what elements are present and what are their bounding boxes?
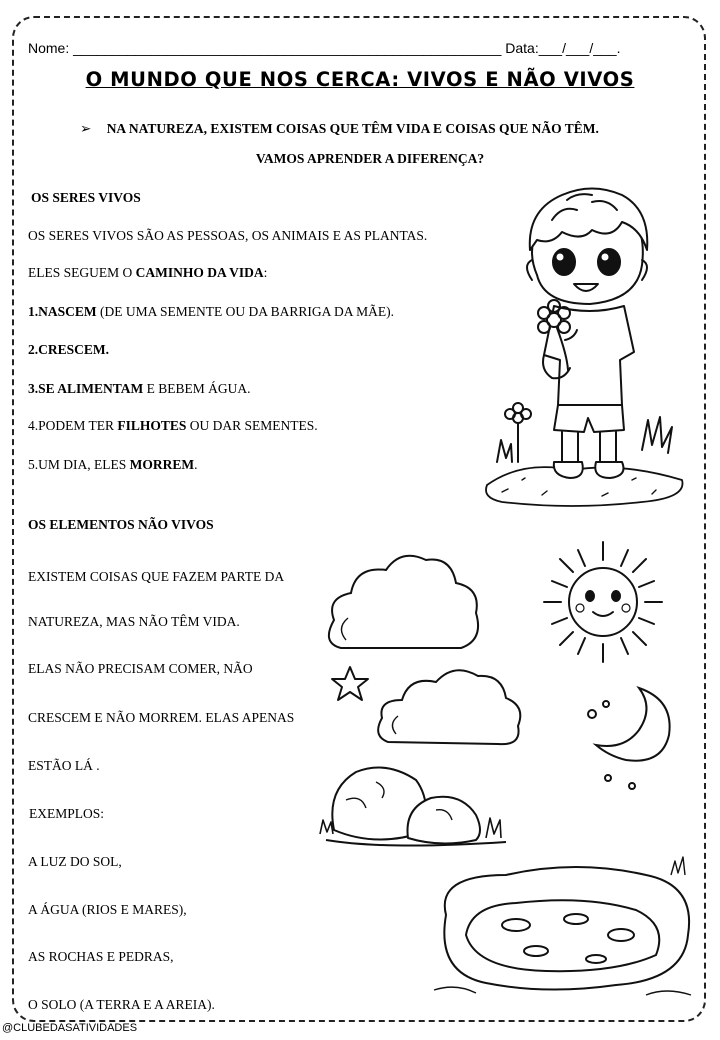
text-bold: CAMINHO DA VIDA <box>135 265 264 280</box>
examples-label: EXEMPLOS: <box>29 806 105 821</box>
step-4 <box>28 418 318 434</box>
arrow-bullet-icon: ➢ <box>80 121 92 137</box>
text-bold: FILHOTES <box>117 418 187 433</box>
pond-illustration <box>416 855 706 1005</box>
nao-vivos-line-3: ELAS NÃO PRECISAM COMER, NÃO <box>28 661 253 676</box>
footer-credit: @CLUBEDASATIVIDADES <box>2 1022 138 1034</box>
text-bold: 1.NASCEM <box>28 304 97 319</box>
nao-vivos-line-1: EXISTEM COISAS QUE FAZEM PARTE DA <box>28 569 285 584</box>
nao-vivos-line-2: NATUREZA, MAS NÃO TÊM VIDA. <box>28 614 240 629</box>
page-title: O MUNDO QUE NOS CERCA: VIVOS E NÃO VIVOS <box>85 68 635 91</box>
example-4: O SOLO (A TERRA E A AREIA). <box>28 997 215 1012</box>
nao-vivos-line-4: CRESCEM E NÃO MORREM. ELAS APENAS <box>28 710 295 725</box>
heading-nao-vivos: OS ELEMENTOS NÃO VIVOS <box>28 517 214 532</box>
name-label: Nome: <box>28 40 70 56</box>
example-3: AS ROCHAS E PEDRAS, <box>28 949 174 964</box>
smiling-sun-illustration <box>540 532 666 670</box>
step-1 <box>28 304 394 320</box>
text-part: E BEBEM ÁGUA. <box>143 381 251 396</box>
intro-line-2: VAMOS APRENDER A DIFERENÇA? <box>255 151 485 166</box>
text-bold: 3.SE ALIMENTAM <box>28 381 144 396</box>
cloud-illustration-2 <box>374 660 524 750</box>
text-part: : <box>263 265 268 280</box>
text-part: 4.PODEM TER <box>28 418 118 433</box>
step-2 <box>28 342 109 358</box>
example-1: A LUZ DO SOL, <box>28 854 122 869</box>
rocks-illustration <box>316 760 516 850</box>
intro-text-1: NA NATUREZA, EXISTEM COISAS QUE TÊM VIDA E COISAS QUE NÃO TÊM. <box>106 121 599 136</box>
name-blank[interactable]: _______________________________________________________ <box>73 40 502 56</box>
example-2: A ÁGUA (RIOS E MARES), <box>28 902 187 917</box>
text-part: (DE UMA SEMENTE OU DA BARRIGA DA MÃE). <box>96 304 395 319</box>
date-label[interactable]: Data:___/___/___. <box>505 40 621 56</box>
star-illustration <box>330 665 370 703</box>
moon-illustration <box>584 680 684 800</box>
intro-line-1 <box>80 121 599 137</box>
step-5 <box>28 457 198 473</box>
nao-vivos-line-5: ESTÃO LÁ . <box>28 758 100 773</box>
vivos-line-1: OS SERES VIVOS SÃO AS PESSOAS, OS ANIMAIS E AS PLANTAS. <box>28 228 428 243</box>
vivos-line-2 <box>28 265 267 281</box>
text-bold: 2.CRESCEM. <box>28 342 110 357</box>
boy-with-flower-illustration <box>482 180 692 510</box>
text-part: . <box>194 457 198 472</box>
heading-seres-vivos: OS SERES VIVOS <box>31 190 141 205</box>
text-part: OU DAR SEMENTES. <box>186 418 318 433</box>
text-part: 5.UM DIA, ELES <box>28 457 130 472</box>
name-date-line <box>28 40 620 56</box>
step-3 <box>28 381 251 397</box>
text-part: ELES SEGUEM O <box>28 265 136 280</box>
text-bold: MORREM <box>129 457 195 472</box>
cloud-illustration-1 <box>326 548 482 658</box>
